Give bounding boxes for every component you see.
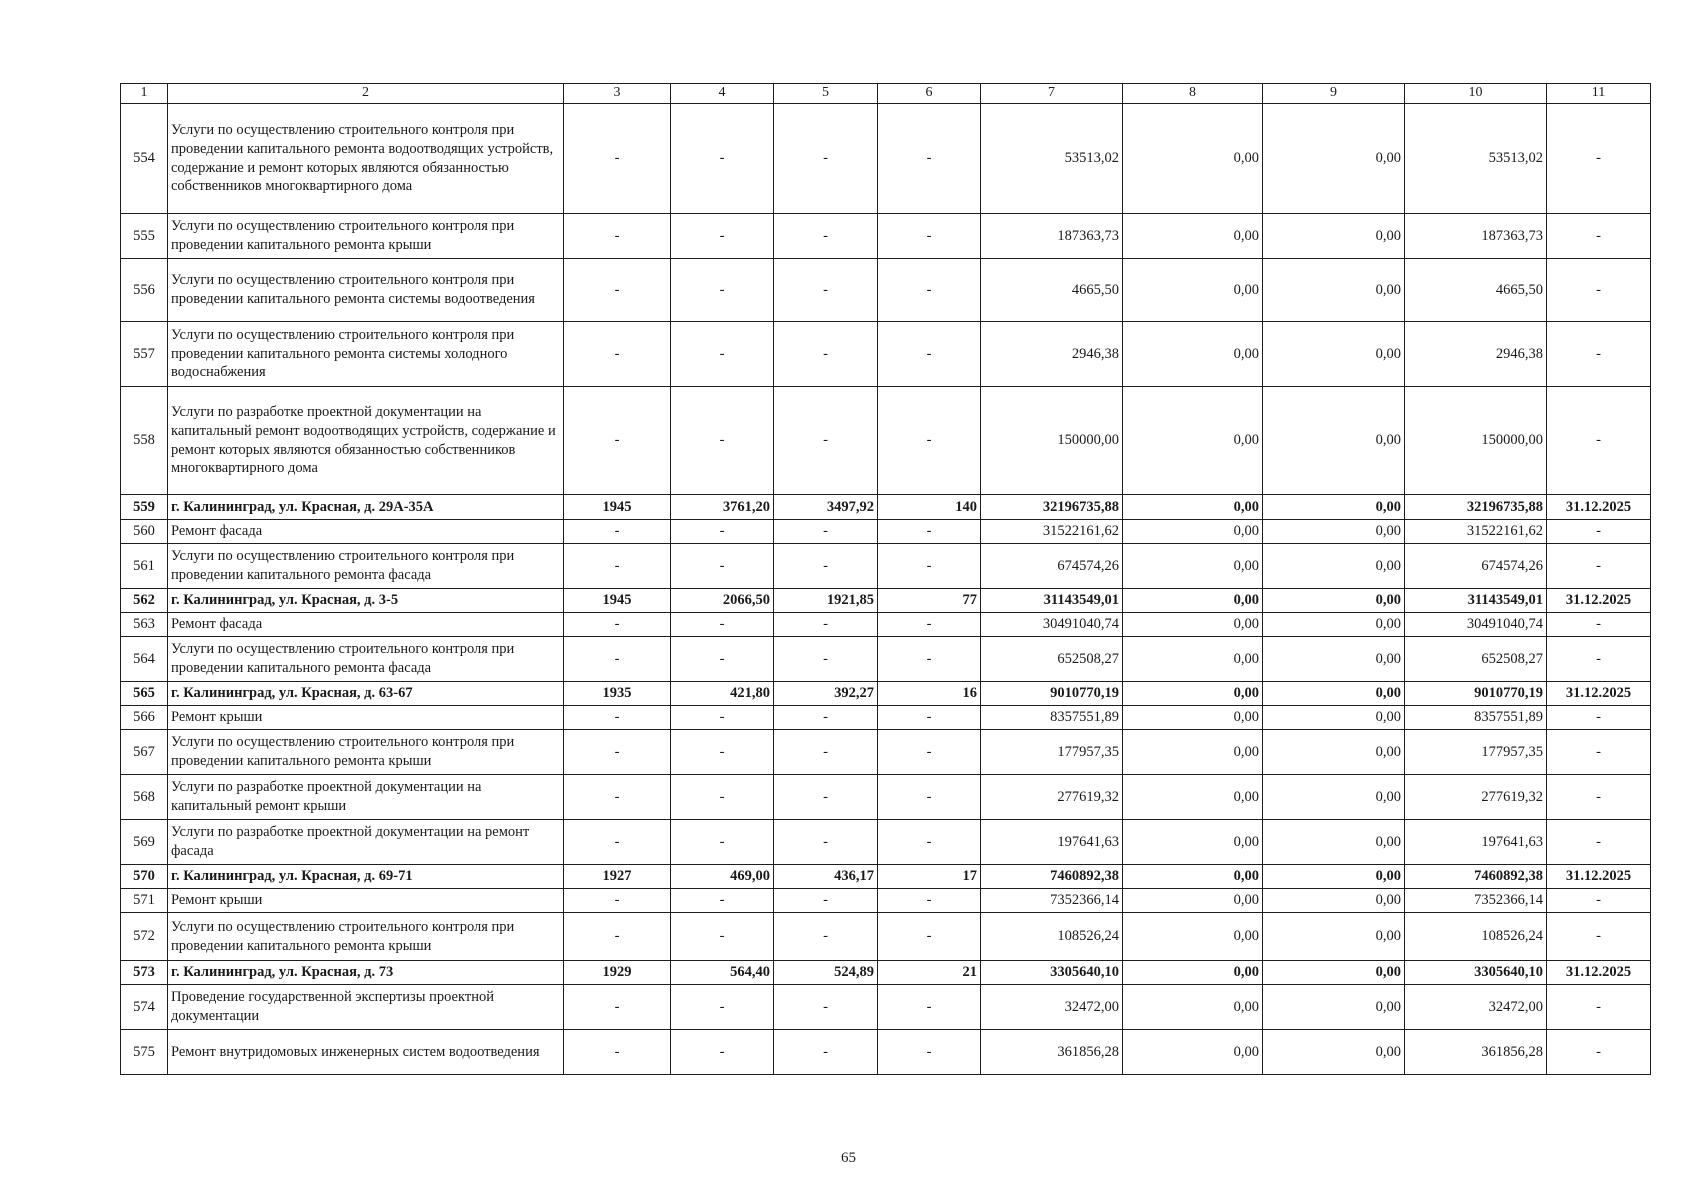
col7-cell: 3305640,10 (981, 961, 1123, 985)
col7-cell: 32472,00 (981, 985, 1123, 1030)
col4-cell: - (671, 104, 774, 214)
col7-cell: 674574,26 (981, 544, 1123, 589)
col10-cell: 277619,32 (1405, 775, 1547, 820)
col11-cell: - (1547, 104, 1651, 214)
column-number-cell: 11 (1547, 84, 1651, 104)
col5-cell: - (774, 730, 878, 775)
col3-cell: - (564, 322, 671, 387)
col3-cell: 1935 (564, 682, 671, 706)
col11-cell: - (1547, 637, 1651, 682)
col11-cell: - (1547, 387, 1651, 495)
col8-cell: 0,00 (1123, 865, 1263, 889)
column-number-cell: 4 (671, 84, 774, 104)
col6-cell: - (878, 637, 981, 682)
col6-cell: - (878, 820, 981, 865)
column-number-cell: 8 (1123, 84, 1263, 104)
col6-cell: - (878, 985, 981, 1030)
row-number-cell: 559 (121, 495, 168, 520)
col5-cell: - (774, 1030, 878, 1075)
col9-cell: 0,00 (1263, 889, 1405, 913)
table-row (121, 259, 1651, 322)
col9-cell: 0,00 (1263, 214, 1405, 259)
col10-cell: 652508,27 (1405, 637, 1547, 682)
col11-cell: - (1547, 820, 1651, 865)
col3-cell: - (564, 706, 671, 730)
row-number-cell: 570 (121, 865, 168, 889)
column-number-cell: 3 (564, 84, 671, 104)
item-name-cell: Услуги по разработке проектной документации на капитальный ремонт водоотводящих устройств, содержание и ремонт которых являются обязанностью собственников многоквартирного дома (168, 387, 564, 495)
col6-cell: - (878, 259, 981, 322)
col9-cell: 0,00 (1263, 985, 1405, 1030)
item-name-cell: Ремонт крыши (168, 889, 564, 913)
col11-cell: - (1547, 259, 1651, 322)
col9-cell: 0,00 (1263, 961, 1405, 985)
col7-cell: 7460892,38 (981, 865, 1123, 889)
col9-cell: 0,00 (1263, 730, 1405, 775)
column-number-cell: 5 (774, 84, 878, 104)
col9-cell: 0,00 (1263, 637, 1405, 682)
col5-cell: - (774, 706, 878, 730)
col4-cell: - (671, 730, 774, 775)
col6-cell: - (878, 544, 981, 589)
col9-cell: 0,00 (1263, 520, 1405, 544)
col9-cell: 0,00 (1263, 682, 1405, 706)
col9-cell: 0,00 (1263, 865, 1405, 889)
col11-cell: - (1547, 214, 1651, 259)
col10-cell: 197641,63 (1405, 820, 1547, 865)
col4-cell: - (671, 820, 774, 865)
col5-cell: - (774, 775, 878, 820)
col7-cell: 277619,32 (981, 775, 1123, 820)
item-name-cell: Проведение государственной экспертизы проектной документации (168, 985, 564, 1030)
col7-cell: 652508,27 (981, 637, 1123, 682)
col8-cell: 0,00 (1123, 820, 1263, 865)
col10-cell: 2946,38 (1405, 322, 1547, 387)
col4-cell: - (671, 1030, 774, 1075)
col10-cell: 53513,02 (1405, 104, 1547, 214)
col4-cell: - (671, 322, 774, 387)
column-number-cell: 7 (981, 84, 1123, 104)
item-name-cell: Ремонт крыши (168, 706, 564, 730)
row-number-cell: 574 (121, 985, 168, 1030)
column-number-cell: 6 (878, 84, 981, 104)
item-name-cell: Услуги по осуществлению строительного контроля при проведении капитального ремонта крыши (168, 214, 564, 259)
col3-cell: - (564, 104, 671, 214)
item-name-cell: Услуги по разработке проектной документации на ремонт фасада (168, 820, 564, 865)
col10-cell: 31522161,62 (1405, 520, 1547, 544)
item-name-cell: Услуги по осуществлению строительного контроля при проведении капитального ремонта фасада (168, 637, 564, 682)
col3-cell: - (564, 985, 671, 1030)
col6-cell: - (878, 387, 981, 495)
col5-cell: - (774, 214, 878, 259)
col4-cell: - (671, 259, 774, 322)
col5-cell: 524,89 (774, 961, 878, 985)
row-number-cell: 560 (121, 520, 168, 544)
col11-cell: 31.12.2025 (1547, 589, 1651, 613)
table-row (121, 495, 1651, 520)
col11-cell: - (1547, 913, 1651, 961)
col5-cell: 436,17 (774, 865, 878, 889)
col4-cell: - (671, 637, 774, 682)
item-name-cell: Услуги по осуществлению строительного контроля при проведении капитального ремонта системы холодного водоснабжения (168, 322, 564, 387)
col10-cell: 32472,00 (1405, 985, 1547, 1030)
col10-cell: 3305640,10 (1405, 961, 1547, 985)
row-number-cell: 571 (121, 889, 168, 913)
table-row (121, 985, 1651, 1030)
table-row (121, 544, 1651, 589)
col5-cell: - (774, 387, 878, 495)
col6-cell: - (878, 775, 981, 820)
item-name-cell: Ремонт фасада (168, 520, 564, 544)
table-row (121, 913, 1651, 961)
col11-cell: - (1547, 985, 1651, 1030)
col8-cell: 0,00 (1123, 889, 1263, 913)
table-row (121, 637, 1651, 682)
page-number: 65 (841, 1150, 856, 1166)
row-number-cell: 564 (121, 637, 168, 682)
col7-cell: 9010770,19 (981, 682, 1123, 706)
col11-cell: - (1547, 1030, 1651, 1075)
table-row (121, 682, 1651, 706)
col10-cell: 150000,00 (1405, 387, 1547, 495)
item-name-cell: г. Калининград, ул. Красная, д. 29А-35А (168, 495, 564, 520)
col5-cell: - (774, 613, 878, 637)
column-number-cell: 1 (121, 84, 168, 104)
row-number-cell: 573 (121, 961, 168, 985)
col5-cell: - (774, 259, 878, 322)
col11-cell: - (1547, 544, 1651, 589)
table-row (121, 214, 1651, 259)
col11-cell: - (1547, 706, 1651, 730)
table-row (121, 865, 1651, 889)
col4-cell: - (671, 775, 774, 820)
row-number-cell: 569 (121, 820, 168, 865)
col9-cell: 0,00 (1263, 775, 1405, 820)
col7-cell: 8357551,89 (981, 706, 1123, 730)
row-number-cell: 562 (121, 589, 168, 613)
col10-cell: 361856,28 (1405, 1030, 1547, 1075)
row-number-cell: 557 (121, 322, 168, 387)
col5-cell: - (774, 820, 878, 865)
column-number-row (121, 84, 1651, 104)
col9-cell: 0,00 (1263, 613, 1405, 637)
col7-cell: 53513,02 (981, 104, 1123, 214)
col8-cell: 0,00 (1123, 1030, 1263, 1075)
col6-cell: 77 (878, 589, 981, 613)
col5-cell: 3497,92 (774, 495, 878, 520)
table-row (121, 706, 1651, 730)
col4-cell: 564,40 (671, 961, 774, 985)
col8-cell: 0,00 (1123, 985, 1263, 1030)
item-name-cell: Услуги по осуществлению строительного контроля при проведении капитального ремонта крыши (168, 913, 564, 961)
col3-cell: - (564, 1030, 671, 1075)
item-name-cell: г. Калининград, ул. Красная, д. 73 (168, 961, 564, 985)
table-row (121, 1030, 1651, 1075)
row-number-cell: 558 (121, 387, 168, 495)
col6-cell: 140 (878, 495, 981, 520)
item-name-cell: Услуги по осуществлению строительного контроля при проведении капитального ремонта водоотводящих устройств, содержание и ремонт которых являются обязанностью собственников многоквартирного дома (168, 104, 564, 214)
table-row (121, 589, 1651, 613)
table-row (121, 775, 1651, 820)
table-row (121, 730, 1651, 775)
col6-cell: - (878, 1030, 981, 1075)
col4-cell: - (671, 985, 774, 1030)
col10-cell: 30491040,74 (1405, 613, 1547, 637)
col3-cell: 1927 (564, 865, 671, 889)
col3-cell: - (564, 913, 671, 961)
col7-cell: 108526,24 (981, 913, 1123, 961)
row-number-cell: 556 (121, 259, 168, 322)
col11-cell: - (1547, 322, 1651, 387)
table-row (121, 387, 1651, 495)
item-name-cell: Ремонт фасада (168, 613, 564, 637)
item-name-cell: Ремонт внутридомовых инженерных систем водоотведения (168, 1030, 564, 1075)
col6-cell: - (878, 613, 981, 637)
col9-cell: 0,00 (1263, 259, 1405, 322)
col7-cell: 30491040,74 (981, 613, 1123, 637)
col8-cell: 0,00 (1123, 259, 1263, 322)
col8-cell: 0,00 (1123, 913, 1263, 961)
col9-cell: 0,00 (1263, 706, 1405, 730)
col11-cell: - (1547, 613, 1651, 637)
table-row (121, 889, 1651, 913)
col8-cell: 0,00 (1123, 730, 1263, 775)
row-number-cell: 567 (121, 730, 168, 775)
col6-cell: - (878, 730, 981, 775)
col3-cell: - (564, 889, 671, 913)
table-row (121, 322, 1651, 387)
col3-cell: - (564, 820, 671, 865)
col9-cell: 0,00 (1263, 544, 1405, 589)
col10-cell: 9010770,19 (1405, 682, 1547, 706)
item-name-cell: Услуги по осуществлению строительного контроля при проведении капитального ремонта фасада (168, 544, 564, 589)
row-number-cell: 568 (121, 775, 168, 820)
col4-cell: - (671, 544, 774, 589)
item-name-cell: г. Калининград, ул. Красная, д. 3-5 (168, 589, 564, 613)
col10-cell: 674574,26 (1405, 544, 1547, 589)
col8-cell: 0,00 (1123, 214, 1263, 259)
col4-cell: 469,00 (671, 865, 774, 889)
col3-cell: - (564, 544, 671, 589)
col10-cell: 8357551,89 (1405, 706, 1547, 730)
col3-cell: - (564, 259, 671, 322)
table-row (121, 520, 1651, 544)
col5-cell: - (774, 985, 878, 1030)
col6-cell: - (878, 706, 981, 730)
col6-cell: - (878, 104, 981, 214)
column-number-cell: 10 (1405, 84, 1547, 104)
col10-cell: 108526,24 (1405, 913, 1547, 961)
col10-cell: 4665,50 (1405, 259, 1547, 322)
col7-cell: 187363,73 (981, 214, 1123, 259)
col10-cell: 177957,35 (1405, 730, 1547, 775)
col10-cell: 32196735,88 (1405, 495, 1547, 520)
col11-cell: - (1547, 889, 1651, 913)
col8-cell: 0,00 (1123, 589, 1263, 613)
row-number-cell: 555 (121, 214, 168, 259)
item-name-cell: Услуги по осуществлению строительного контроля при проведении капитального ремонта крыши (168, 730, 564, 775)
col3-cell: - (564, 520, 671, 544)
col5-cell: - (774, 544, 878, 589)
col7-cell: 31522161,62 (981, 520, 1123, 544)
col4-cell: - (671, 520, 774, 544)
col9-cell: 0,00 (1263, 104, 1405, 214)
col10-cell: 7460892,38 (1405, 865, 1547, 889)
col7-cell: 31143549,01 (981, 589, 1123, 613)
col4-cell: - (671, 706, 774, 730)
column-number-cell: 9 (1263, 84, 1405, 104)
data-table (120, 83, 1651, 1075)
col8-cell: 0,00 (1123, 520, 1263, 544)
col9-cell: 0,00 (1263, 1030, 1405, 1075)
col8-cell: 0,00 (1123, 637, 1263, 682)
table-row (121, 961, 1651, 985)
col3-cell: - (564, 775, 671, 820)
col8-cell: 0,00 (1123, 544, 1263, 589)
col6-cell: - (878, 322, 981, 387)
col9-cell: 0,00 (1263, 495, 1405, 520)
col3-cell: 1945 (564, 589, 671, 613)
col9-cell: 0,00 (1263, 387, 1405, 495)
table-row (121, 613, 1651, 637)
col7-cell: 150000,00 (981, 387, 1123, 495)
item-name-cell: г. Калининград, ул. Красная, д. 63-67 (168, 682, 564, 706)
col5-cell: - (774, 520, 878, 544)
col5-cell: - (774, 104, 878, 214)
col5-cell: 392,27 (774, 682, 878, 706)
col11-cell: 31.12.2025 (1547, 961, 1651, 985)
col6-cell: - (878, 889, 981, 913)
col10-cell: 187363,73 (1405, 214, 1547, 259)
col8-cell: 0,00 (1123, 682, 1263, 706)
col5-cell: - (774, 322, 878, 387)
col11-cell: 31.12.2025 (1547, 865, 1651, 889)
col8-cell: 0,00 (1123, 104, 1263, 214)
col9-cell: 0,00 (1263, 589, 1405, 613)
col9-cell: 0,00 (1263, 322, 1405, 387)
col10-cell: 31143549,01 (1405, 589, 1547, 613)
col4-cell: 2066,50 (671, 589, 774, 613)
col8-cell: 0,00 (1123, 387, 1263, 495)
col8-cell: 0,00 (1123, 613, 1263, 637)
col8-cell: 0,00 (1123, 495, 1263, 520)
col3-cell: - (564, 613, 671, 637)
col11-cell: - (1547, 520, 1651, 544)
col5-cell: - (774, 889, 878, 913)
col11-cell: 31.12.2025 (1547, 495, 1651, 520)
col4-cell: - (671, 387, 774, 495)
table-row (121, 104, 1651, 214)
col7-cell: 4665,50 (981, 259, 1123, 322)
col7-cell: 361856,28 (981, 1030, 1123, 1075)
col10-cell: 7352366,14 (1405, 889, 1547, 913)
col3-cell: - (564, 730, 671, 775)
row-number-cell: 575 (121, 1030, 168, 1075)
col5-cell: - (774, 913, 878, 961)
col5-cell: - (774, 637, 878, 682)
item-name-cell: Услуги по осуществлению строительного контроля при проведении капитального ремонта системы водоотведения (168, 259, 564, 322)
col4-cell: 421,80 (671, 682, 774, 706)
col4-cell: 3761,20 (671, 495, 774, 520)
col7-cell: 197641,63 (981, 820, 1123, 865)
col6-cell: 16 (878, 682, 981, 706)
row-number-cell: 563 (121, 613, 168, 637)
col9-cell: 0,00 (1263, 913, 1405, 961)
col3-cell: 1929 (564, 961, 671, 985)
row-number-cell: 572 (121, 913, 168, 961)
col8-cell: 0,00 (1123, 775, 1263, 820)
item-name-cell: Услуги по разработке проектной документации на капитальный ремонт крыши (168, 775, 564, 820)
col4-cell: - (671, 889, 774, 913)
column-number-cell: 2 (168, 84, 564, 104)
col4-cell: - (671, 214, 774, 259)
col8-cell: 0,00 (1123, 961, 1263, 985)
item-name-cell: г. Калининград, ул. Красная, д. 69-71 (168, 865, 564, 889)
col3-cell: - (564, 214, 671, 259)
col8-cell: 0,00 (1123, 706, 1263, 730)
row-number-cell: 554 (121, 104, 168, 214)
col3-cell: - (564, 387, 671, 495)
col6-cell: 21 (878, 961, 981, 985)
col4-cell: - (671, 613, 774, 637)
col11-cell: 31.12.2025 (1547, 682, 1651, 706)
col7-cell: 177957,35 (981, 730, 1123, 775)
col7-cell: 7352366,14 (981, 889, 1123, 913)
col7-cell: 32196735,88 (981, 495, 1123, 520)
col3-cell: 1945 (564, 495, 671, 520)
table-row (121, 820, 1651, 865)
col11-cell: - (1547, 730, 1651, 775)
row-number-cell: 565 (121, 682, 168, 706)
col5-cell: 1921,85 (774, 589, 878, 613)
row-number-cell: 566 (121, 706, 168, 730)
col4-cell: - (671, 913, 774, 961)
col6-cell: 17 (878, 865, 981, 889)
col3-cell: - (564, 637, 671, 682)
row-number-cell: 561 (121, 544, 168, 589)
col8-cell: 0,00 (1123, 322, 1263, 387)
col6-cell: - (878, 214, 981, 259)
col6-cell: - (878, 913, 981, 961)
col9-cell: 0,00 (1263, 820, 1405, 865)
col7-cell: 2946,38 (981, 322, 1123, 387)
col11-cell: - (1547, 775, 1651, 820)
col6-cell: - (878, 520, 981, 544)
